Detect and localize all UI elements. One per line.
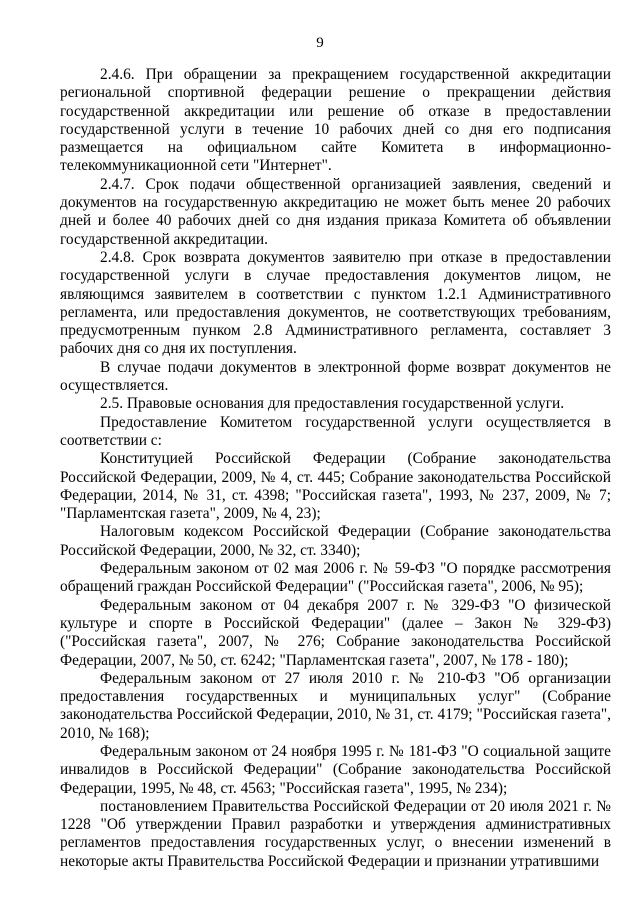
paragraph-constitution: Конституцией Российской Федерации (Собрание законодательства Российской Федерации, 2009, № 4, ст. 445; Собрание законодательства Российской Федерации, 2014, № 31, ст. 4398; "Российская газета", 1993, № 237, 2009, № 7; "Парламентская газета", 2009, № 4, 23); — [60, 450, 611, 523]
paragraph-electronic-return: В случае подачи документов в электронной форме возврат документов не осуществляется. — [60, 358, 611, 395]
paragraph-law-329-fz: Федеральным законом от 04 декабря 2007 г. № 329-ФЗ "О физической культуре и спорте в Российской Федерации" (далее – Закон № 329-ФЗ) ("Российская газета", 2007, № 276; Собрание законодательства Российской Федерации, 2007, № 50, ст. 6242; "Парламентская газета", 2007, № 178 - 180); — [60, 596, 611, 669]
paragraph-resolution-1228: постановлением Правительства Российской Федерации от 20 июля 2021 г. № 1228 "Об утверждении Правил разработки и утверждения административных регламентов предоставления государственных услуг, о внесении изменений в некоторые акты Правительства Российской Федерации и признании утратившими — [60, 797, 611, 870]
paragraph-legal-basis-intro: Предоставление Комитетом государственной услуги осуществляется в соответствии с: — [60, 413, 611, 449]
document-body — [60, 66, 611, 871]
paragraph-law-210-fz: Федеральным законом от 27 июля 2010 г. № 210-ФЗ "Об организации предоставления государственных и муниципальных услуг" (Собрание законодательства Российской Федерации, 2010, № 31, ст. 4179; "Российская газета", 2010, № 168); — [60, 669, 611, 742]
page-number: 9 — [316, 35, 324, 51]
paragraph-2-4-6: 2.4.6. При обращении за прекращением государственной аккредитации региональной спортивной федерации решение о прекращении действия государственной аккредитации или решение об отказе в предоставлении государственной услуги в течение 10 рабочих дней со дня его подписания размещается на официальном сайте Комитета в информационно-телекоммуникационной сети "Интернет". — [60, 66, 611, 175]
paragraph-tax-code: Налоговым кодексом Российской Федерации (Собрание законодательства Российской Федерации, 2000, № 32, ст. 3340); — [60, 523, 611, 559]
paragraph-law-181-fz: Федеральным законом от 24 ноября 1995 г. № 181-ФЗ "О социальной защите инвалидов в Российской Федерации" (Собрание законодательства Российской Федерации, 1995, № 48, ст. 4563; "Российская газета", 1995, № 234); — [60, 742, 611, 797]
paragraph-2-4-8: 2.4.8. Срок возврата документов заявителю при отказе в предоставлении государственной услуги в случае предоставления документов лицом, не являющимся заявителем в соответствии с пунктом 1.2.1 Административного регламента, или предоставления документов, не соответствующих требованиям, предусмотренным пунком 2.8 Административного регламента, составляет 3 рабочих дня со дня их поступления. — [60, 248, 611, 358]
paragraph-2-4-7: 2.4.7. Срок подачи общественной организацией заявления, сведений и документов на государственную аккредитацию не может быть менее 20 рабочих дней и более 40 рабочих дней со дня издания приказа Комитета об объявлении государственной аккредитации. — [60, 175, 611, 248]
paragraph-law-59-fz: Федеральным законом от 02 мая 2006 г. № 59-ФЗ "О порядке рассмотрения обращений граждан Российской Федерации" ("Российская газета", 2006, № 95); — [60, 560, 611, 596]
paragraph-2-5-heading: 2.5. Правовые основания для предоставления государственной услуги. — [100, 395, 565, 413]
